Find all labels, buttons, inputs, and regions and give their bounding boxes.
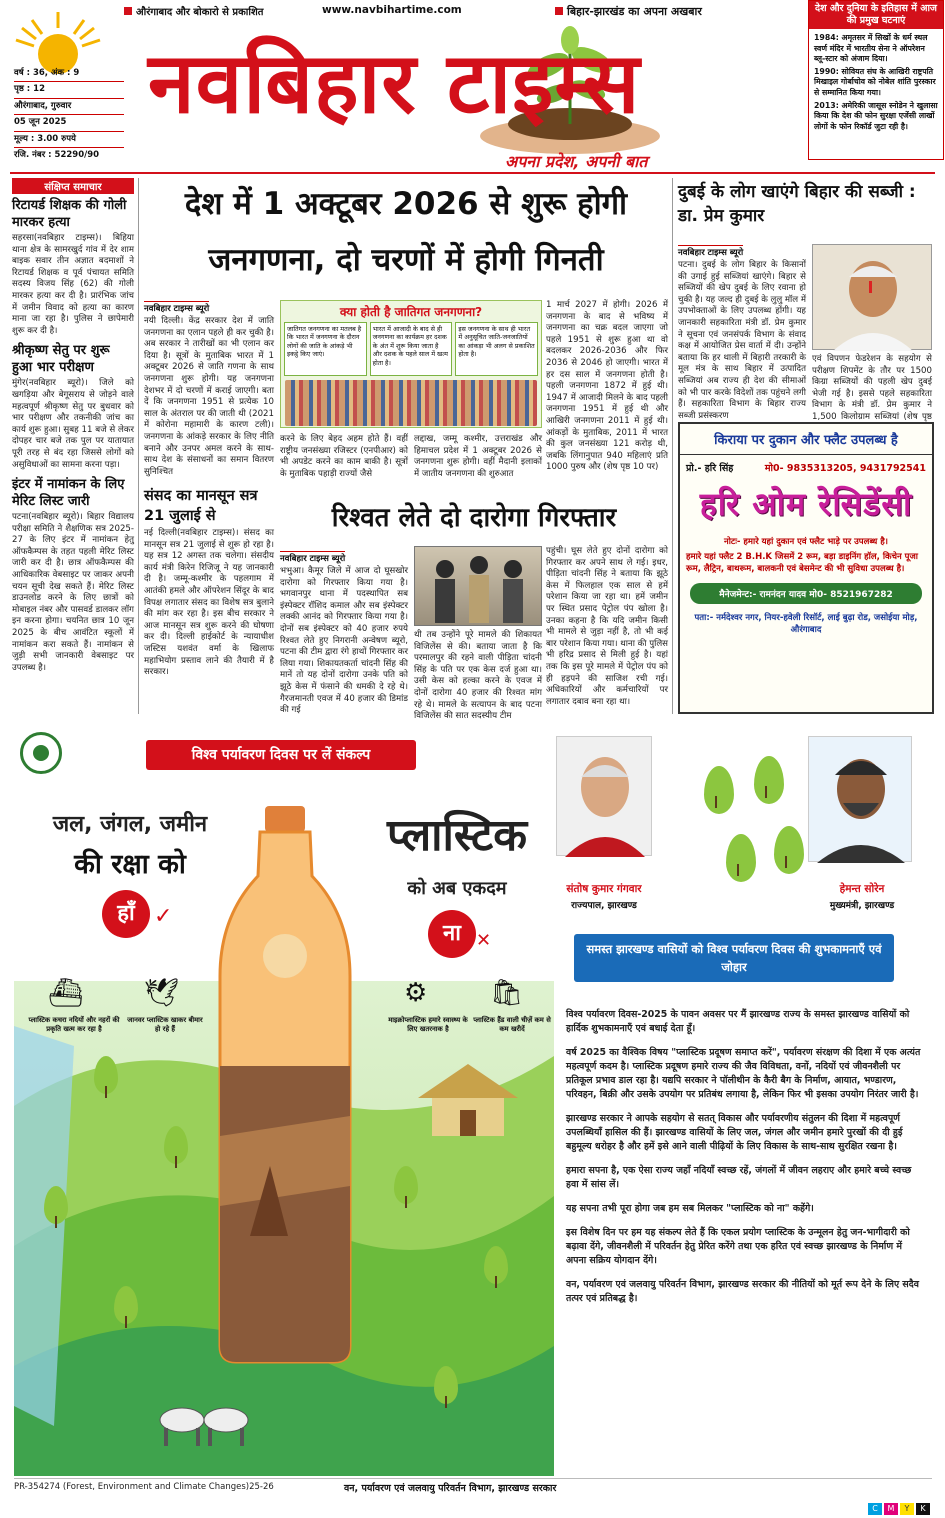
ad-footer	[14, 1478, 932, 1496]
message-paragraph: वन, पर्यावरण एवं जलवायु परिवर्तन विभाग, झारखण्ड सरकार की नीतियों को मूर्त रूप देने के लिए सदैव तत्पर एवं प्रतिबद्ध है।	[566, 1279, 919, 1304]
parliament-headline: संसद का मानसून सत्र 21 जुलाई से	[144, 488, 258, 524]
dubai-col-left: नवबिहार टाइम्स ब्यूरो पटना। दुबई के लोग बिहार के किसानों की उगाई हुई सब्जियां खाएंगे। बिहार से सब्जियों की खेप दुबई के लिए रवाना हो चुकी है। यह जल्द ही दुबई के लुलु मॉल में उपभोक्ताओं के लिए उपलब्ध होंगी। यह जानकारी सहकारिता मंत्री डॉ. प्रेम कुमार ने सूचना एवं जनसंपर्क विभाग के संवाद कक्ष में आयोजित प्रेस वार्ता में दी। उन्होंने बताया कि हर थाली में बिहारी तरकारी के मूल मंत्र के साथ बिहार में उत्पादित सब्जियां अब राज्य ही देश की सीमाओं को भी पार करके विदेशों तक पहुंचने लगी हैं। सहकारिता विभाग के बिहार राज्य सब्जी प्रसंस्करण	[678, 240, 806, 418]
message-paragraph: यह सपना तभी पूरा होगा जब हम सब मिलकर "प्लास्टिक को ना" कहेंगे।	[566, 1203, 814, 1214]
leaf-icon	[44, 1186, 68, 1224]
byline: नवबिहार टाइम्स ब्यूरो	[678, 245, 743, 258]
plastic-bag-icon: 🛍	[490, 978, 524, 1008]
leaf-icon	[114, 1286, 138, 1324]
ad-banner: विश्व पर्यावरण दिवस पर लें संकल्प	[146, 740, 416, 770]
masthead-divider	[10, 172, 935, 174]
message-paragraph: हमारा सपना है, एक ऐसा राज्य जहाँ नदियाँ स्वच्छ रहें, जंगलों में जीवन लहराए और हमारे बच्चे स्वच्छ हवा में सांस लें।	[566, 1165, 912, 1190]
ad-residency-name: हरि ओम रेसिडेंसी	[699, 485, 913, 523]
section-label: संक्षिप्त समाचार	[12, 178, 134, 194]
lead-headline: देश में 1 अक्टूबर 2026 से शुरू होगी	[184, 186, 628, 222]
leaf-icon	[704, 766, 734, 814]
minister-photo	[812, 244, 932, 350]
brief-headline: श्रीकृष्ण सेतु पर शुरू हुआ भार परीक्षण	[12, 343, 110, 376]
crowd-illustration	[285, 380, 537, 426]
brief-body: मुंगेर(नवबिहार ब्यूरो)। जिले को खगड़िया और बेगूसराय से जोड़ने वाले महत्वपूर्ण श्रीकृष्ण सेतु पर बुधवार को भार परीक्षण और तकनीकी जांच का कार्य शुरू हुआ। सुबह 11 बजे से लेकर दोपहर चार बजे तक पुल पर यातायात पूरी तरह से बंद रहा जिससे लोगों को असुविधाओं का सामना करना पड़ा।	[12, 378, 134, 470]
icon-caption: माइक्रोप्लास्टिक हमारे स्वास्थ्य के लिए खतरनाक है	[388, 1016, 468, 1033]
brief-headline: रिटायर्ड शिक्षक की गोली मारकर हत्या	[12, 198, 127, 230]
hut-illustration	[418, 1064, 518, 1136]
message-paragraph: विश्व पर्यावरण दिवस-2025 के पावन अवसर पर मैं झारखण्ड राज्य के समस्त झारखण्ड वासियों को हार्दिक शुभकामनाएँ एवं बधाई देता हूँ।	[566, 1009, 910, 1034]
ad-title: किराया पर दुकान और फ्लैट उपलब्ध है	[680, 424, 932, 455]
environment-ad	[14, 726, 932, 1476]
bribe-headline: रिश्वत लेते दो दारोगा गिरफ्तार	[331, 503, 617, 533]
farmer-oxen-illustration	[142, 1390, 262, 1450]
parliament-story: संसद का मानसून सत्र 21 जुलाई से नई दिल्ली(नवबिहार टाइम्स)। संसद का मानसून सत्र 21 जुलाई से शुरू हो रहा है। यह सत्र 12 अगस्त तक चलेगा। संसदीय कार्य मंत्री किरेन रिजिजू ने यह जानकारी दी है। जम्मू-कश्मीर के पहलगाम में आतंकी हमले और ऑपरेशन सिंदूर के बाद विपक्ष लगातार संसद का विशेष सत्र बुलाने की मांग कर रहा है। इस बीच सरकार ने आज मानसून सत्र शुरू करने की घोषणा कर दी। दिल्ली हाईकोर्ट के न्यायाधीश जस्टिस यशवंत वर्मा के खिलाफ महाभियोग प्रस्ताव लाने की तैयारी में है सरकार।	[144, 488, 274, 678]
lead-col-1: नवबिहार टाइम्स ब्यूरो नयी दिल्ली। केंद्र सरकार देश में जाति जनगणना का एलान पहले ही कर चुकी है। अब सरकार ने तारीखों का भी एलान कर दिया है। सूत्रों के मुताबिक भारत में 1 अक्टूबर 2026 से जाति गणना के साथ जनगणना शुरू होगी। यह जनगणना देशभर में दो चरणों में कराई जाएगी। बता दें कि जनगणना 1951 से प्रत्येक 10 साल के अंतराल पर की जाती थी (2021 में कोरोना महामारी के कारण टली)। जनगणना के आंकड़े सरकार के लिए नीति बनाने और उनपर अमल करने के साथ-साथ देश के संसाधनों का समान वितरण सुनिश्चित	[144, 296, 274, 434]
leaf-icon	[94, 1056, 118, 1094]
bribe-col-2: थी तब उन्होंने पूरे मामले की शिकायत विजिलेंस से की। बताया जाता है कि परमालपुर की रहने वाली पीड़िता चांदनी सिंह के पति पर एक केस दर्ज हुआ था। उसी केस को हल्का करने के एवज में दोनों दारोगा 40 हजार की रिश्वत मांग रहे थे। मामले के सत्यापन के बाद पटना विजिलेंस की सात सदस्यीय टीम	[414, 630, 542, 722]
plastic-bottle	[210, 806, 360, 1366]
cm-name: हेमन्त सोरेन	[839, 883, 885, 895]
left-slogan-line1: जल, जंगल, जमीन	[52, 812, 208, 837]
jharkhand-seal-icon	[20, 732, 62, 774]
classified-ad	[678, 422, 934, 714]
cm-photo	[808, 736, 912, 862]
dept-footer: वन, पर्यावरण एवं जलवायु परिवर्तन विभाग, झारखण्ड सरकार	[344, 1483, 557, 1494]
pr-number: PR-354274 (Forest, Environment and Climate Changes)25-26	[14, 1482, 274, 1492]
history-item: 1984: अमृतसर में सिखों के धर्म स्थल स्वर्ण मंदिर में भारतीय सेना ने ऑपरेशन ब्लू-स्टार को अंजाम दिया।	[814, 33, 928, 64]
leaf-icon	[164, 1126, 188, 1164]
registration-label: रजि. नंबर : 52290/90	[14, 150, 100, 161]
brief-body: सहरसा(नवबिहार टाइम्स)। बिहिया थाना क्षेत्र के सामरखुर्द गांव में देर शाम बाइक सवार तीन अज्ञात बदमाशों ने रिटायर्ड शिक्षक व पूर्व पंचायत समिति सदस्य विजय सिंह (62) की गोली मारकर हत्या कर दी है। प्रारंभिक जांच में जमीन विवाद को हत्या का कारण माना जा रहा है। पुलिस ने छापेमारी शुरू कर दी है।	[12, 233, 134, 336]
pollution-icon: ⛴	[48, 976, 84, 1009]
leaf-icon	[726, 834, 756, 882]
brief-news-column	[12, 178, 134, 714]
cross-icon: ✕	[476, 930, 492, 951]
cm-title: मुख्यमंत्री, झारखण्ड	[829, 901, 895, 911]
masthead-meta	[14, 66, 124, 163]
icon-caption: प्लास्टिक हैंड वाली चीज़ें कम से कम खरीदें	[473, 1016, 551, 1033]
leaf-icon	[754, 756, 784, 804]
icon-caption: प्लास्टिक कचरा नदियों और नहरों की प्रकृति खत्म कर रहा है	[28, 1016, 120, 1033]
brief-body: पटना(नवबिहार ब्यूरो)। बिहार विद्यालय परीक्षा समिति ने शैक्षणिक सत्र 2025-27 के लिए इंटर में नामांकन हेतु ऑफकैम्पस के तहत पहली मेरिट लिस्ट जारी कर दी है। छात्र ऑफकैम्पस की आधिकारिक वेबसाइट पर जाकर अपनी चयन सूची देख सकते हैं। मेरिट लिस्ट डाउनलोड करने के लिए छात्रों को मोबाइल नंबर और पासवर्ड डालकर लॉग इन करना होगा। चयनित छात्र 10 जून 2025 के बीच आवंटित स्कूलों में नामांकन करा सकते हैं। नामांकन से जुड़ी सभी जानकारी वेबसाइट पर उपलब्ध है।	[12, 512, 134, 673]
leaf-icon	[774, 826, 804, 874]
ad-address: पता:- नर्मदेश्वर नगर, नियर-हवेली रिसॉर्ट, लाई बुढ़ा रोड, जसोईया मोड़, औरंगाबाद	[694, 613, 918, 635]
print-mark-c: C	[868, 1503, 882, 1515]
left-slogan-line2: की रक्षा को	[74, 849, 186, 880]
history-box	[808, 0, 944, 160]
greeting-banner: समस्त झारखण्ड वासियों को विश्व पर्यावरण दिवस की शुभकामनाएँ एवं जोहार	[574, 934, 894, 982]
lead-headline: जनगणना, दो चरणों में होगी गिनती	[208, 242, 604, 278]
place-day-label: औरंगाबाद, गुरुवार	[14, 99, 124, 115]
message-text	[554, 1006, 930, 1446]
info-box: भारत में आजादी के बाद से ही जनगणना का कार्यक्रम हर दशक के अंत में शुरू किया जाता है और दशक के पहले साल में खत्म होता है।	[370, 322, 453, 376]
print-mark-k: K	[916, 1503, 930, 1515]
sun-logo-icon	[12, 8, 104, 66]
ad-features: हमारे यहां फ्लैट 2 B.H.K जिसमें 2 रूम, बड़ा डाइनिंग हॉल, किचेन पूजा रूम, लैट्रिन, बाथरूम, बालकनी एवं बेसमेन्ट की भी सुविधा उपलब्ध है।	[686, 552, 918, 574]
lead-col-3: लद्दाख, जम्मू कश्मीर, उत्तराखंड और हिमाचल प्रदेश में 1 अक्टूबर 2026 से जनगणना शुरू होगी। वहीं मैदानी इलाकों में जातीय जनगणना की शुरुआत	[414, 434, 542, 479]
bird-icon: 🕊	[144, 976, 180, 1009]
dubai-headline: दुबई के लोग खाएंगे बिहार की सब्जी : डा. प्रेम कुमार	[678, 182, 916, 226]
history-box-title: देश और दुनिया के इतिहास में आज की प्रमुख घटनाएं	[809, 1, 943, 29]
right-slogan-line1: प्लास्टिक	[386, 810, 528, 861]
infographic-title: क्या होती है जातिगत जनगणना?	[339, 305, 483, 319]
bribe-col-3: पहुंची। घूस लेते हुए दोनों दारोगा को गिरफ्तार कर अपने साथ ले गई। इधर, पीड़िता चांदनी सिंह ने बताया कि झूठे केस में फिलहाल एक साल से हमें परेशान किया जा रहा था। हमें जमीन पर स्थित प्रसाद पेट्रोल पंप खोला है। उनका कहना है कि यदि जमीन किसी भी मामले से जुड़ा नहीं है, तो भी कई बार परेशान किया गया। थाना की पुलिस भी हरिद्र प्रसाद से मिली हुई है। यहां तक कि इस पूरे मामले में पेट्रोल पंप को ही हड़पने की साजिश रची गई। अधिकारियों और कर्मचारियों पर लगातार दबाव बना रहा था।	[546, 546, 668, 707]
history-item: 2013: अमेरिकी जासूस स्नोडेन ने खुलासा किया कि देश की फोन सुरक्षा एजेंसी लाखों लोगों के फोन रिकॉर्ड जुटा रही है।	[814, 100, 938, 131]
no-badge: ना	[428, 910, 476, 958]
leaf-icon	[484, 1246, 508, 1284]
check-icon: ✓	[154, 904, 173, 929]
message-paragraph: वर्ष 2025 का वैश्विक विषय "प्लास्टिक प्रदूषण समाप्त करें", पर्यावरण संरक्षण की दिशा में एक अत्यंत महत्वपूर्ण कदम है। प्लास्टिक प्रदूषण हमारे राज्य की जैव विविधता, वनों, नदियों एवं जीवनशैली पर प्रतिकूल प्रभाव डाल रहा है। यद्यपि सरकार ने पॉलीथीन के कैरी बैग के निर्माण, आयात, भण्डारण, परिवहन, बिक्री और उसके उपयोग पर प्रतिबंध लगाया है, लेकिन फिर भी इसका उपयोग निरंतर जारी है।	[566, 1047, 921, 1100]
dubai-col-right: एवं विपणन फेडरेशन के सहयोग से परीक्षण शिपमेंट के तौर पर 1500 किग्रा सब्जियों की पहली खेप दुबई भेजी गई है। इससे पहले सहकारिता विभाग के मंत्री डॉ. प्रेम कुमार ने 1,500 किलोग्राम सब्जियां (शेष पृष्ठ	[812, 354, 932, 422]
history-item: 1990: सोवियत संघ के आखिरी राष्ट्रपति मिखाइल गोर्बाचोव को नोबेल शांति पुरस्कार से सम्मानित किया गया।	[814, 66, 936, 97]
message-paragraph: इस विशेष दिन पर हम यह संकल्प लेते हैं कि एकल प्रयोग प्लास्टिक के उन्मूलन हेतु जन-भागीदारी को बढ़ावा देंगे, जीवनशैली में परिवर्तन हेतु प्रेरित करेंगे तथा एक हरित एवं स्वच्छ झारखण्ड के निर्माण में अपना सक्रिय योगदान देंगे।	[566, 1227, 910, 1266]
slogan: अपना प्रदेश, अपनी बात	[505, 152, 648, 171]
info-box: इस जनगणना के साथ ही भारत में अनुसूचित जाति-जनजातियों का आंकड़ा भी अलग से प्रकाशित होता है।	[455, 322, 538, 376]
date-label: 05 जून 2025	[14, 115, 124, 131]
pages-label: पृष्ठ : 12	[14, 82, 124, 98]
caste-census-infographic	[280, 300, 542, 428]
ad-mobile: मो0- 9835313205, 9431792541	[764, 463, 926, 474]
print-mark-m: M	[884, 1503, 898, 1515]
brief-headline: इंटर में नामांकन के लिए मेरिट लिस्ट जारी	[12, 477, 125, 510]
governor-title: राज्यपाल, झारखण्ड	[571, 901, 637, 911]
print-marks	[868, 1503, 930, 1515]
microplastic-icon: ⚙	[404, 978, 428, 1008]
ad-owner: प्रो.- हरि सिंह	[686, 463, 734, 474]
ad-note: नोटः- हमारे यहां दुकान एवं फ्लैट भाड़े पर उपलब्ध है।	[723, 537, 888, 547]
arrest-photo	[414, 546, 542, 626]
yes-badge: हाँ	[102, 890, 150, 938]
leaf-icon	[394, 1166, 418, 1204]
lead-col-2: करने के लिए बेहद अहम होते हैं। वहीं राष्ट्रीय जनसंख्या रजिस्टर (एनपीआर) को भी अपडेट करने का काम बाकी है। सूत्रों के मुताबिक पहाड़ी राज्यों जैसे	[280, 434, 408, 479]
published-from: औरंगाबाद और बोकारो से प्रकाशित	[124, 4, 263, 18]
right-slogan-line2: को अब एकदम	[407, 878, 507, 899]
print-mark-y: Y	[900, 1503, 914, 1515]
lead-col-4: 1 मार्च 2027 में होगी। 2026 में जनगणना के बाद से भविष्य में जनगणना का चक्र बदल जाएगा जो पहले 1951 से शुरू हुआ था वो बदलकर 2026-2036 और फिर 2036 से 2046 हो जाएगी। भारत में हर दस साल में जनगणना होती है। पहली जनगणना 1872 में हुई थी। 1947 में आजादी मिलने के बाद पहली जनगणना 1951 में हुई थी और आखिरी जनगणना 2011 में हुई थी। आंकड़ों के मुताबिक, 2011 में भारत की कुल जनसंख्या 121 करोड़ थी, जबकि लिंगानुपात 940 महिलाएं प्रति 1000 पुरुष और (शेष पृष्ठ 10 पर)	[546, 300, 668, 473]
masthead	[0, 0, 945, 172]
leaf-icon	[434, 1366, 458, 1404]
governor-photo	[556, 736, 652, 856]
icon-caption: जानवर प्लास्टिक खाकर बीमार हो रहे हैं	[127, 1016, 203, 1033]
byline: नवबिहार टाइम्स ब्यूरो	[144, 301, 209, 314]
newspaper-logo: नवबिहार टाइम्स	[148, 34, 641, 132]
volume-label: वर्ष : 36, अंक : 9	[14, 66, 124, 82]
tagline-top: बिहार-झारखंड का अपना अखबार	[555, 4, 702, 19]
governor-name: संतोष कुमार गंगवार	[566, 883, 642, 895]
info-box: जातिगत जनगणना का मतलब है कि भारत में जनगणना के दौरान लोगों की जाति के आंकड़े भी इकट्ठे किए जाएं।	[284, 322, 367, 376]
message-paragraph: झारखण्ड सरकार ने आपके सहयोग से सतत् विकास और पर्यावरणीय संतुलन की दिशा में महत्वपूर्ण उपलब्धियाँ हासिल की हैं। झारखण्ड वासियों के लिए जल, जंगल और जमीन हमारे पुरखों की दी हुई बहुमूल्य धरोहर है और हमें इसे आने वाली पीढ़ियों के लिए विकास के साथ-साथ सुरक्षित रखना है।	[566, 1113, 903, 1152]
bribe-col-1: नवबिहार टाइम्स ब्यूरो भभुआ। कैमूर जिले में आज दो घूसखोर दारोगा को गिरफ्तार किया गया है। भगवानपुर थाना में पदस्थापित सब इंस्पेक्टर रॉशिद कमाल और सब इंस्पेक्टर लक्की आनंद को गिरफ्तार किया गया है। दोनों सब इंस्पेक्टर को 40 हजार रुपये रिश्वत लेते हुए निगरानी अन्वेषण ब्यूरो, पटना की टीम द्वारा रंगे हाथों गिरफ्तार कर लिया गया। शिकायतकर्ता चांदनी सिंह की मानें तो यह दोनों दारोगा उनके पति को झूठे केस में फंसाने की धमकी दे रहे थे। गैरजमानती एवज में 40 हजार की डिमांड की गई	[280, 546, 408, 714]
byline: नवबिहार टाइम्स ब्यूरो	[280, 551, 345, 564]
website-link[interactable]: www.navbihartime.com	[322, 4, 462, 16]
price-label: मूल्य : 3.00 रुपये	[14, 132, 124, 148]
ad-management: मैनेजमेन्ट:- रामनंदन यादव मो0- 8521967282	[690, 583, 922, 604]
